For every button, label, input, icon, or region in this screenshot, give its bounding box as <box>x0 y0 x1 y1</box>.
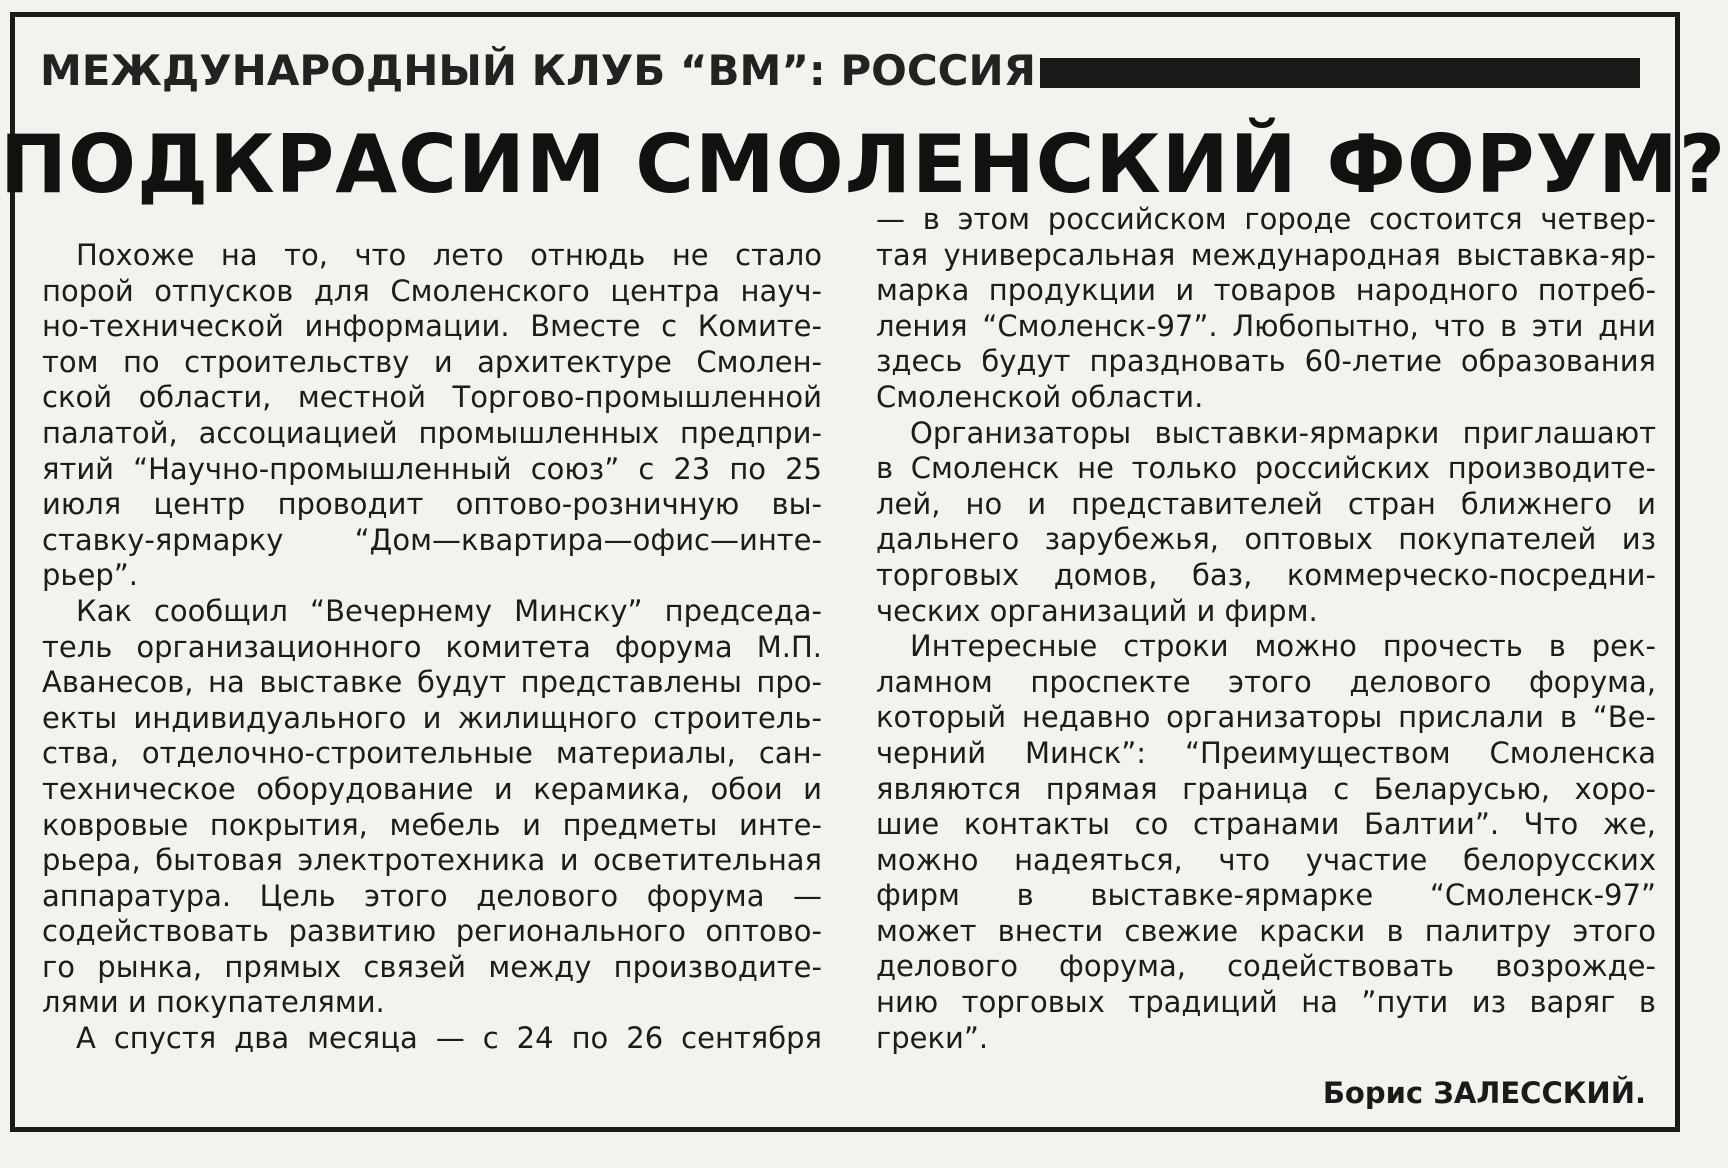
text-line: Похоже на то, что лето отнюдь не стало <box>76 238 822 272</box>
text-line: го рынка, прямых связей между производите- <box>42 949 822 984</box>
kicker-rule <box>1040 58 1640 88</box>
text-line: греки”. <box>876 1020 989 1055</box>
headline: ПОДКРАСИМ СМОЛЕНСКИЙ ФОРУМ? <box>0 118 1727 211</box>
text-line: дальнего зарубежья, оптовых покупателей из <box>876 522 1656 557</box>
text-line: который недавно организаторы прислали в “Ве- <box>876 700 1656 735</box>
text-line: порой отпусков для Смоленского центра науч- <box>42 273 822 308</box>
text-line: марка продукции и товаров народного потреб- <box>876 273 1656 308</box>
text-line: Аванесов, на выставке будут представлены про- <box>42 665 822 700</box>
text-line: торговых домов, баз, коммерческо-посредни- <box>876 557 1656 592</box>
text-line: ламном проспекте этого делового форума, <box>876 664 1656 699</box>
text-line: но-технической информации. Вместе с Комите- <box>42 309 822 344</box>
text-line: ставку-ярмарку “Дом—квартира—офис—инте- <box>42 522 822 557</box>
text-line: черний Минск”: “Преимуществом Смоленска <box>876 735 1656 770</box>
text-line: тель организационного комитета форума М.П. <box>42 629 822 664</box>
text-line: фирм в выставке-ярмарке “Смоленск-97” <box>876 878 1656 913</box>
text-line: ковровые покрытия, мебель и предметы инте- <box>42 807 822 842</box>
text-line: делового форума, содействовать возрожде- <box>876 949 1656 984</box>
text-line: ческих организаций и фирм. <box>876 593 1318 628</box>
text-line: аппаратура. Цель этого делового форума — <box>42 878 822 913</box>
column-left <box>42 238 822 1057</box>
text-line: лей, но и представителей стран ближнего и <box>876 486 1656 521</box>
text-line: тая универсальная международная выставка-яр- <box>876 237 1656 272</box>
text-line: Как сообщил “Вечернему Минску” председа- <box>76 593 822 628</box>
text-line: лями и покупателями. <box>42 985 385 1020</box>
text-line: А спустя два месяца — с 24 по 26 сентября <box>76 1021 822 1056</box>
text-line: в Смоленск не только российских производите- <box>876 451 1656 486</box>
text-line: техническое оборудование и керамика, обои и <box>42 771 822 806</box>
text-line: Организаторы выставки-ярмарки приглашают <box>910 415 1656 450</box>
text-line: ления “Смоленск-97”. Любопытно, что в эти дни <box>876 308 1656 343</box>
text-line: палатой, ассоциацией промышленных предпри- <box>42 415 822 450</box>
section-kicker: МЕЖДУНАРОДНЫЙ КЛУБ “ВМ”: РОССИЯ <box>40 46 1036 95</box>
text-line: Интересные строки можно прочесть в рек- <box>910 629 1656 664</box>
text-line: Смоленской области. <box>876 379 1204 414</box>
text-line: можно надеяться, что участие белорусских <box>876 842 1656 877</box>
text-line: том по строительству и архитектуре Смолен- <box>42 344 822 379</box>
text-line: нию торговых традиций на ”пути из варяг в <box>876 985 1656 1020</box>
column-right <box>876 202 1656 1056</box>
text-line: может внести свежие краски в палитру этого <box>876 913 1656 948</box>
text-line: здесь будут праздновать 60-летие образования <box>876 344 1656 379</box>
text-line: рьер”. <box>42 558 138 593</box>
text-line: шие контакты со странами Балтии”. Что же, <box>876 807 1656 842</box>
text-line: июля центр проводит оптово-розничную вы- <box>42 487 822 522</box>
text-line: ской области, местной Торгово-промышленной <box>42 380 822 415</box>
text-line: екты индивидуального и жилищного строитель- <box>42 700 822 735</box>
text-line: ятий “Научно-промышленный союз” с 23 по 25 <box>42 451 822 486</box>
text-line: — в этом российском городе состоится четвер- <box>876 202 1656 236</box>
text-line: ства, отделочно-строительные материалы, сан- <box>42 736 822 771</box>
text-line: являются прямая граница с Беларусью, хоро- <box>876 771 1656 806</box>
text-line: содействовать развитию регионального оптово- <box>42 914 822 949</box>
text-line: рьера, бытовая электротехника и осветительная <box>42 843 822 878</box>
author-byline: Борис ЗАЛЕССКИЙ. <box>1322 1076 1646 1110</box>
